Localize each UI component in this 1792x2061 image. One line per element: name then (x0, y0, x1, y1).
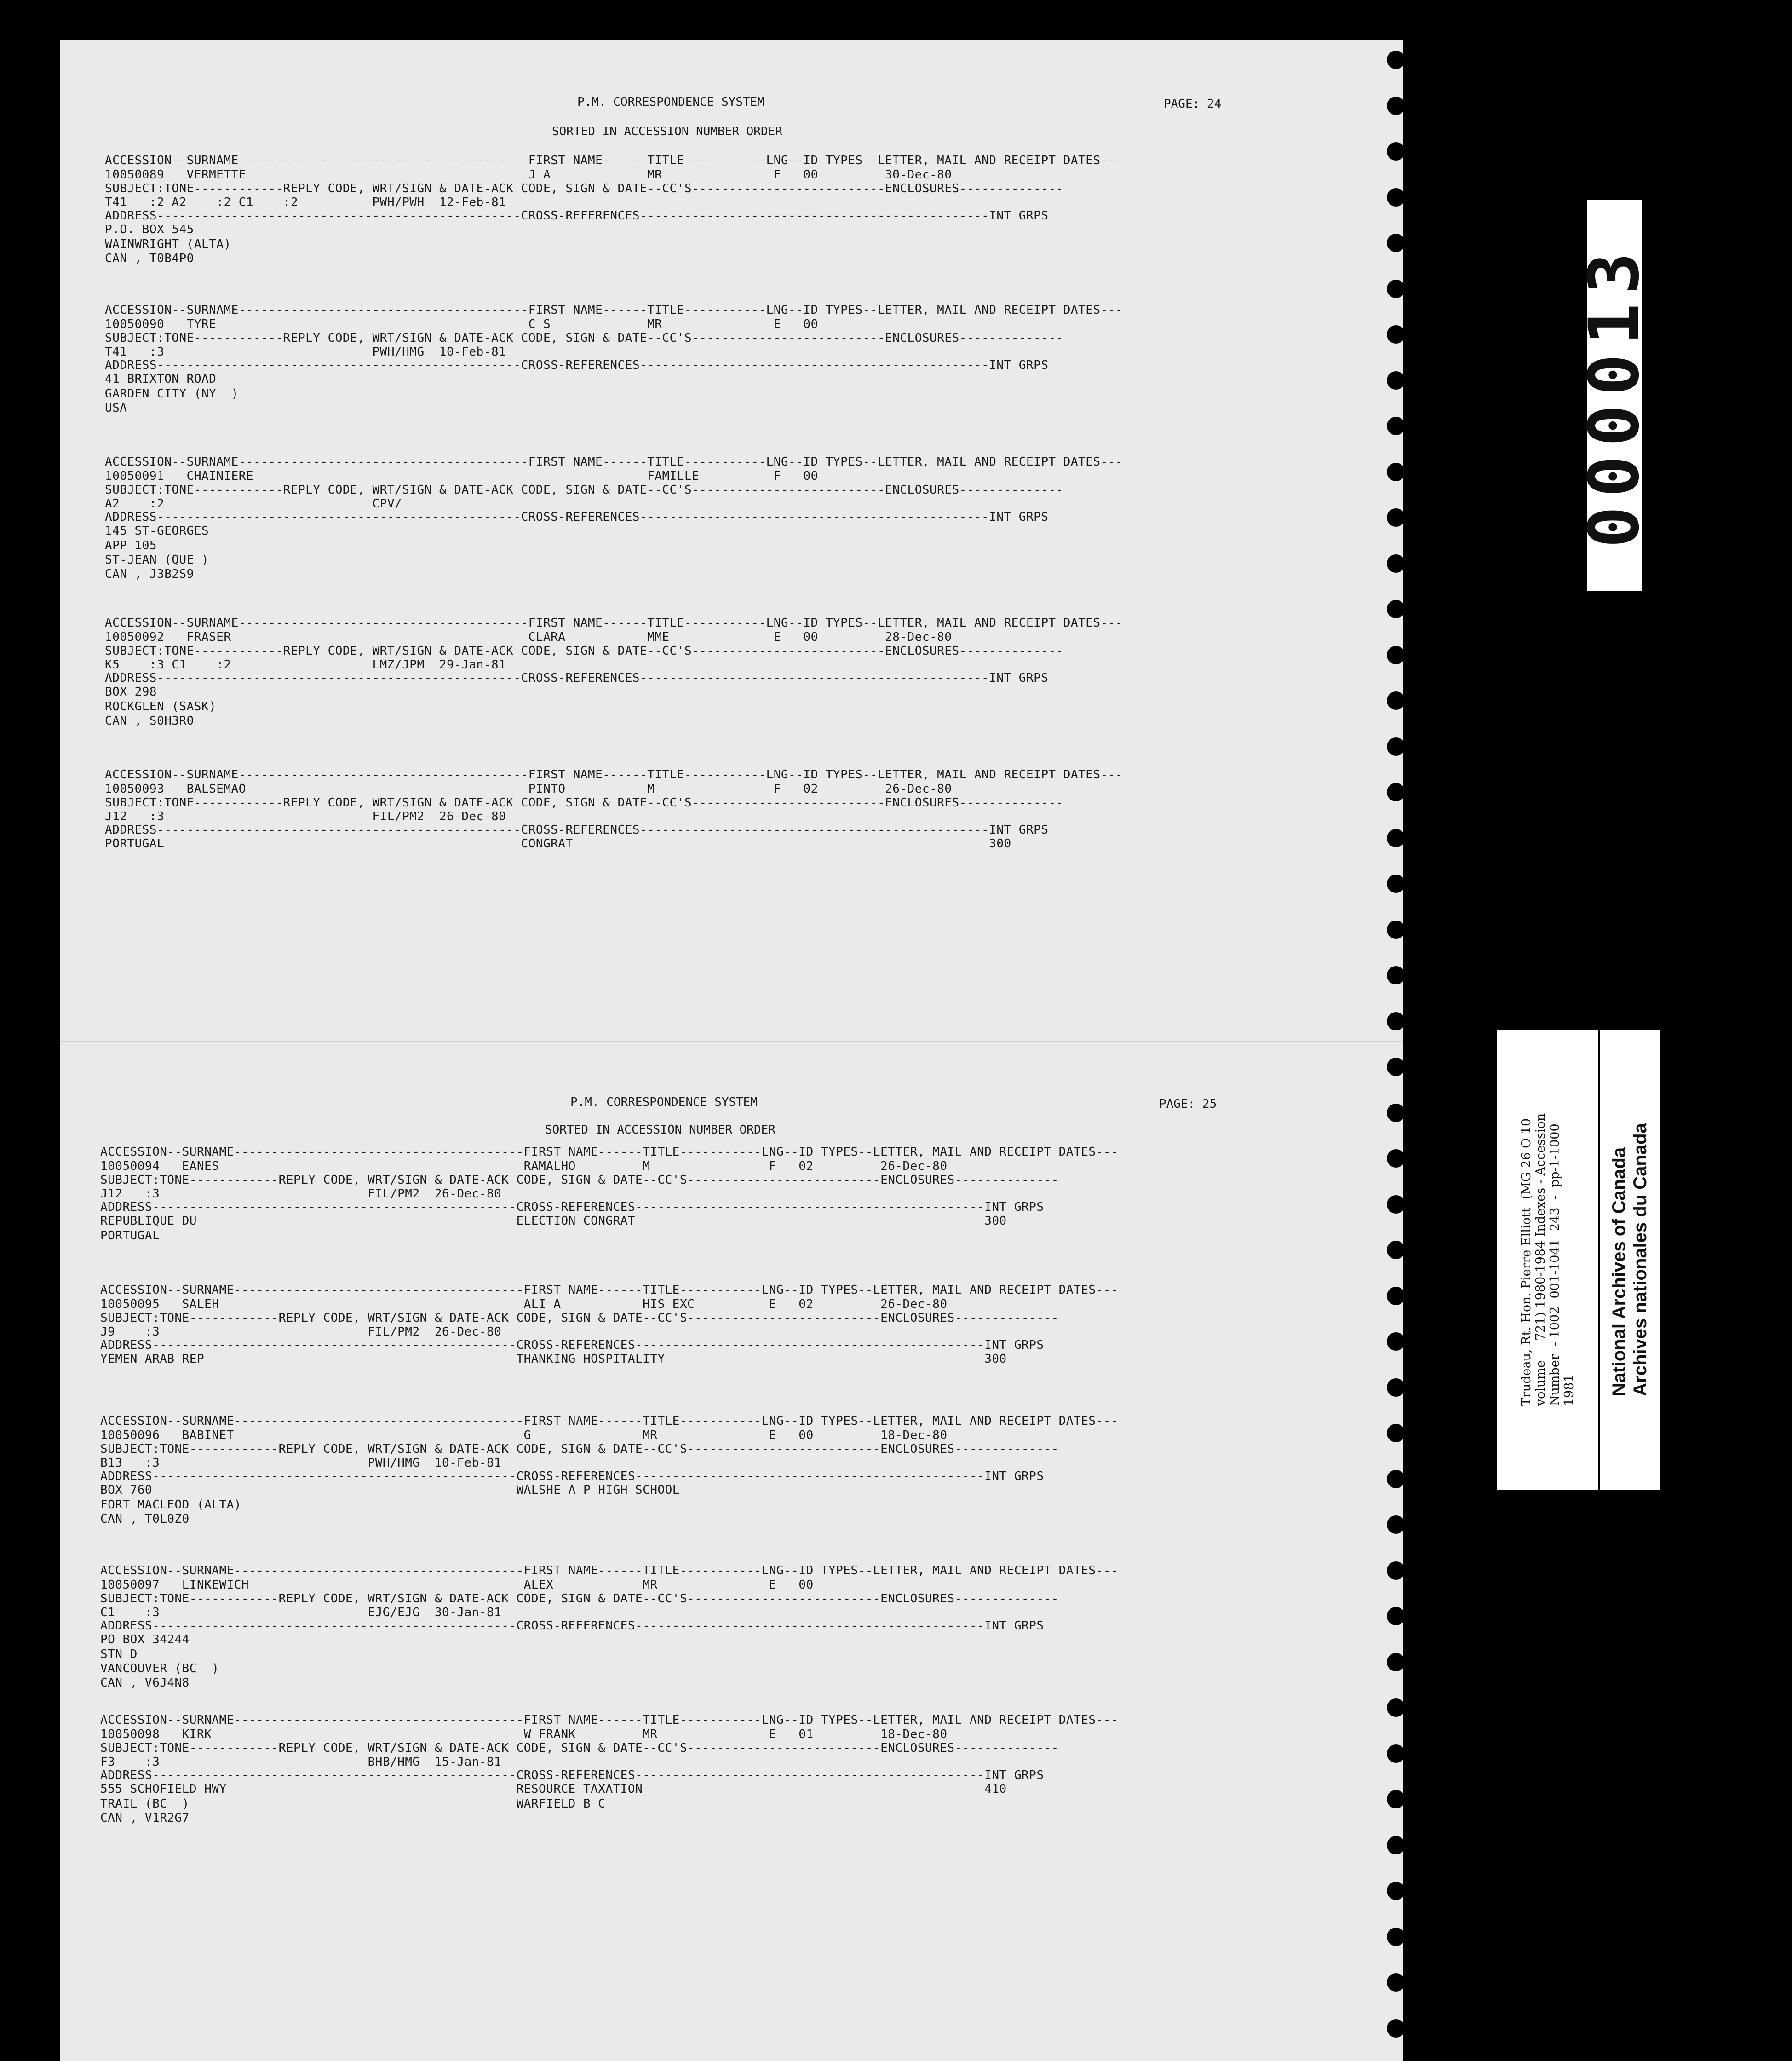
tractor-hole (16, 188, 34, 207)
tractor-hole (16, 1012, 34, 1030)
tractor-holes-left (16, 40, 44, 2061)
tractor-hole (1387, 463, 1405, 481)
record-header-subject: SUBJECT:TONE------------REPLY CODE, WRT/SIGN & DATE-ACK CODE, SIGN & DATE--CC'S--------------------------ENCLOSURES-------------- (105, 483, 1063, 497)
tractor-hole (1387, 737, 1405, 756)
tractor-hole (16, 1332, 34, 1351)
record-header-accession: ACCESSION--SURNAME---------------------------------------FIRST NAME------TITLE-----------LNG--ID TYPES--LETTER, MAIL AND RECEIPT DATES--- (105, 154, 1123, 167)
tractor-hole (16, 280, 34, 298)
tractor-hole (16, 1973, 34, 1992)
record-address-line: TRAIL (BC ) WARFIELD B C (100, 1796, 606, 1811)
record-address-line: CAN , V6J4N8 (100, 1676, 190, 1690)
record-values-accession: 10050095 SALEH ALI A HIS EXC E 02 26-Dec-80 (100, 1297, 948, 1312)
tractor-hole (16, 1104, 34, 1122)
tractor-hole (16, 325, 34, 344)
record-address-line: PORTUGAL CONGRAT 300 (105, 837, 1011, 851)
tractor-hole (1387, 966, 1405, 984)
tractor-hole (16, 1058, 34, 1076)
tractor-hole (16, 1607, 34, 1625)
record-address-line: PORTUGAL (100, 1228, 160, 1243)
tractor-hole (1387, 829, 1405, 847)
accession-stamp (1574, 200, 1654, 591)
archive-name-text: National Archives of Canada Archives nationales du Canada (1609, 1123, 1650, 1396)
record-values-accession: 10050094 EANES RAMALHO M F 02 26-Dec-80 (100, 1159, 948, 1174)
tractor-hole (16, 1698, 34, 1717)
record-values-accession: 10050091 CHAINIERE FAMILLE F 00 (105, 469, 818, 484)
record-address-line: P.O. BOX 545 (105, 223, 194, 237)
tractor-hole (16, 1882, 34, 1900)
tractor-hole (16, 646, 34, 664)
tractor-hole (1387, 1332, 1405, 1351)
tractor-hole (1387, 1104, 1405, 1122)
record-values-subject: C1 :3 EJG/EJG 30-Jan-81 (100, 1605, 502, 1619)
tractor-hole (1387, 600, 1405, 618)
record-values-subject: T41 :2 A2 :2 C1 :2 PWH/PWH 12-Feb-81 (105, 195, 506, 209)
tractor-hole (1387, 1470, 1405, 1488)
tractor-hole (1387, 1424, 1405, 1442)
record-header-subject: SUBJECT:TONE------------REPLY CODE, WRT/SIGN & DATE-ACK CODE, SIGN & DATE--CC'S--------------------------ENCLOSURES-------------- (100, 1173, 1059, 1187)
tractor-hole (1387, 1241, 1405, 1259)
tractor-hole (1387, 1149, 1405, 1168)
record-address-line: CAN , S0H3R0 (105, 714, 194, 728)
sort-title: SORTED IN ACCESSION NUMBER ORDER (552, 125, 782, 138)
record-values-subject: J12 :3 FIL/PM2 26-Dec-80 (105, 809, 506, 823)
tractor-hole (1387, 691, 1405, 710)
record-address-line: CAN , J3B2S9 (105, 567, 194, 581)
tractor-hole (16, 508, 34, 527)
tractor-hole (16, 554, 34, 573)
record-address-line: FORT MACLEOD (ALTA) (100, 1497, 241, 1512)
record-address-line: APP 105 (105, 538, 157, 553)
record-address-line: 555 SCHOFIELD HWY RESOURCE TAXATION 410 (100, 1782, 1007, 1796)
record-address-line: CAN , T0L0Z0 (100, 1512, 190, 1526)
tractor-hole (16, 234, 34, 252)
record-header-address: ADDRESS-------------------------------------------------CROSS-REFERENCES-----------------------------------------------INT GRPS (105, 209, 1049, 223)
record-header-subject: SUBJECT:TONE------------REPLY CODE, WRT/SIGN & DATE-ACK CODE, SIGN & DATE--CC'S--------------------------ENCLOSURES-------------- (105, 796, 1063, 810)
tractor-hole (1387, 1744, 1405, 1763)
sort-title: SORTED IN ACCESSION NUMBER ORDER (545, 1123, 775, 1137)
record-address-line: USA (105, 401, 127, 415)
record-header-subject: SUBJECT:TONE------------REPLY CODE, WRT/SIGN & DATE-ACK CODE, SIGN & DATE--CC'S--------------------------ENCLOSURES-------------- (100, 1592, 1059, 1606)
archive-name-label (1600, 1030, 1660, 1490)
record-header-address: ADDRESS-------------------------------------------------CROSS-REFERENCES-----------------------------------------------INT GRPS (100, 1619, 1044, 1633)
tractor-hole (16, 142, 34, 161)
record-header-accession: ACCESSION--SURNAME---------------------------------------FIRST NAME------TITLE-----------LNG--ID TYPES--LETTER, MAIL AND RECEIPT DATES--- (100, 1713, 1119, 1727)
tractor-hole (1387, 783, 1405, 801)
record-header-address: ADDRESS-------------------------------------------------CROSS-REFERENCES-----------------------------------------------INT GRPS (105, 358, 1049, 373)
tractor-hole (1387, 1287, 1405, 1305)
tractor-hole (1387, 51, 1405, 69)
record-values-subject: K5 :3 C1 :2 LMZ/JPM 29-Jan-81 (105, 657, 506, 672)
system-title: P.M. CORRESPONDENCE SYSTEM (570, 1095, 758, 1109)
tractor-hole (16, 1515, 34, 1534)
record-header-subject: SUBJECT:TONE------------REPLY CODE, WRT/SIGN & DATE-ACK CODE, SIGN & DATE--CC'S--------------------------ENCLOSURES-------------- (105, 331, 1063, 345)
record-address-line: BOX 298 (105, 685, 157, 699)
record-header-subject: SUBJECT:TONE------------REPLY CODE, WRT/SIGN & DATE-ACK CODE, SIGN & DATE--CC'S--------------------------ENCLOSURES-------------- (100, 1741, 1059, 1756)
record-header-accession: ACCESSION--SURNAME---------------------------------------FIRST NAME------TITLE-----------LNG--ID TYPES--LETTER, MAIL AND RECEIPT DATES--- (105, 455, 1123, 469)
record-address-line: CAN , T0B4P0 (105, 251, 194, 265)
record-header-address: ADDRESS-------------------------------------------------CROSS-REFERENCES-----------------------------------------------INT GRPS (105, 823, 1049, 837)
tractor-hole (16, 1424, 34, 1442)
record-header-accession: ACCESSION--SURNAME---------------------------------------FIRST NAME------TITLE-----------LNG--ID TYPES--LETTER, MAIL AND RECEIPT DATES--- (105, 768, 1123, 782)
record-values-subject: J12 :3 FIL/PM2 26-Dec-80 (100, 1186, 502, 1201)
tractor-hole (1387, 97, 1405, 115)
record-values-accession: 10050090 TYRE C S MR E 00 (105, 317, 818, 332)
record-header-subject: SUBJECT:TONE------------REPLY CODE, WRT/SIGN & DATE-ACK CODE, SIGN & DATE--CC'S--------------------------ENCLOSURES-------------- (100, 1442, 1059, 1457)
record-header-address: ADDRESS-------------------------------------------------CROSS-REFERENCES-----------------------------------------------INT GRPS (105, 671, 1049, 685)
tractor-hole (16, 1195, 34, 1214)
record-header-address: ADDRESS-------------------------------------------------CROSS-REFERENCES-----------------------------------------------INT GRPS (100, 1768, 1044, 1783)
tractor-hole (16, 1790, 34, 1808)
record-header-subject: SUBJECT:TONE------------REPLY CODE, WRT/SIGN & DATE-ACK CODE, SIGN & DATE--CC'S--------------------------ENCLOSURES-------------- (105, 182, 1063, 196)
tractor-hole (1387, 417, 1405, 435)
tractor-hole (16, 966, 34, 984)
tractor-hole (16, 691, 34, 710)
tractor-hole (16, 737, 34, 756)
tractor-hole (16, 1561, 34, 1580)
record-header-accession: ACCESSION--SURNAME---------------------------------------FIRST NAME------TITLE-----------LNG--ID TYPES--LETTER, MAIL AND RECEIPT DATES--- (100, 1283, 1119, 1297)
tractor-hole (1387, 1698, 1405, 1717)
record-address-line: VANCOUVER (BC ) (100, 1661, 219, 1675)
tractor-hole (1387, 875, 1405, 893)
tractor-hole (16, 600, 34, 618)
tractor-hole (1387, 188, 1405, 207)
record-header-address: ADDRESS-------------------------------------------------CROSS-REFERENCES-----------------------------------------------INT GRPS (100, 1200, 1044, 1215)
record-header-address: ADDRESS-------------------------------------------------CROSS-REFERENCES-----------------------------------------------INT GRPS (100, 1469, 1044, 1484)
tractor-hole (1387, 1195, 1405, 1214)
tractor-hole (16, 1241, 34, 1259)
tractor-hole (1387, 1790, 1405, 1808)
record-header-accession: ACCESSION--SURNAME---------------------------------------FIRST NAME------TITLE-----------LNG--ID TYPES--LETTER, MAIL AND RECEIPT DATES--- (105, 616, 1123, 630)
tractor-hole (1387, 2019, 1405, 2038)
tractor-hole (1387, 508, 1405, 527)
record-address-line: 145 ST-GEORGES (105, 524, 209, 538)
record-header-address: ADDRESS-------------------------------------------------CROSS-REFERENCES-----------------------------------------------INT GRPS (100, 1338, 1044, 1353)
record-values-accession: 10050093 BALSEMAO PINTO M F 02 26-Dec-80 (105, 782, 952, 796)
tractor-hole (16, 829, 34, 847)
tractor-hole (1387, 646, 1405, 664)
record-header-accession: ACCESSION--SURNAME---------------------------------------FIRST NAME------TITLE-----------LNG--ID TYPES--LETTER, MAIL AND RECEIPT DATES--- (100, 1145, 1119, 1159)
tractor-hole (1387, 1515, 1405, 1534)
tractor-hole (16, 1287, 34, 1305)
record-address-line: REPUBLIQUE DU ELECTION CONGRAT 300 (100, 1214, 1007, 1228)
record-address-line: ROCKGLEN (SASK) (105, 699, 217, 714)
record-values-accession: 10050092 FRASER CLARA MME E 00 28-Dec-80 (105, 630, 952, 645)
record-header-accession: ACCESSION--SURNAME---------------------------------------FIRST NAME------TITLE-----------LNG--ID TYPES--LETTER, MAIL AND RECEIPT DATES--- (105, 303, 1123, 317)
tractor-hole (16, 417, 34, 435)
page-perforation (60, 1041, 1403, 1042)
tractor-hole (16, 1836, 34, 1854)
tractor-hole (1387, 280, 1405, 298)
tractor-hole (1387, 325, 1405, 344)
tractor-hole (1387, 234, 1405, 252)
tractor-hole (1387, 1058, 1405, 1076)
record-header-accession: ACCESSION--SURNAME---------------------------------------FIRST NAME------TITLE-----------LNG--ID TYPES--LETTER, MAIL AND RECEIPT DATES--- (100, 1564, 1119, 1577)
record-values-accession: 10050096 BABINET G MR E 00 18-Dec-80 (100, 1428, 948, 1443)
tractor-hole (16, 2019, 34, 2038)
tractor-hole (16, 1653, 34, 1671)
archive-reference-label (1497, 1030, 1598, 1490)
tractor-hole (1387, 1882, 1405, 1900)
record-address-line: 41 BRIXTON ROAD (105, 372, 217, 386)
tractor-hole (1387, 1973, 1405, 1992)
record-values-subject: F3 :3 BHB/HMG 15-Jan-81 (100, 1755, 502, 1769)
record-header-accession: ACCESSION--SURNAME---------------------------------------FIRST NAME------TITLE-----------LNG--ID TYPES--LETTER, MAIL AND RECEIPT DATES--- (100, 1414, 1119, 1428)
record-values-accession: 10050098 KIRK W FRANK MR E 01 18-Dec-80 (100, 1727, 948, 1742)
stamp-number: 000013 (1574, 243, 1654, 548)
tractor-hole (1387, 1928, 1405, 1946)
tractor-hole (1387, 1836, 1405, 1854)
record-address-line: STN D (100, 1647, 138, 1661)
record-values-subject: T41 :3 PWH/HMG 10-Feb-81 (105, 345, 506, 359)
record-values-accession: 10050097 LINKEWICH ALEX MR E 00 (100, 1578, 814, 1592)
record-header-address: ADDRESS-------------------------------------------------CROSS-REFERENCES-----------------------------------------------INT GRPS (105, 510, 1049, 524)
tractor-hole (1387, 1561, 1405, 1580)
tractor-hole (16, 51, 34, 69)
tractor-hole (1387, 1607, 1405, 1625)
page-number: PAGE: 25 (1159, 1097, 1217, 1111)
system-title: P.M. CORRESPONDENCE SYSTEM (577, 95, 764, 109)
tractor-hole (16, 97, 34, 115)
tractor-hole (16, 783, 34, 801)
tractor-hole (16, 463, 34, 481)
tractor-hole (16, 1470, 34, 1488)
tractor-hole (16, 371, 34, 390)
record-values-subject: J9 :3 FIL/PM2 26-Dec-80 (100, 1324, 502, 1339)
tractor-hole (1387, 1012, 1405, 1030)
tractor-holes-right (1387, 40, 1414, 2061)
tractor-hole (16, 1149, 34, 1168)
page-number: PAGE: 24 (1164, 97, 1222, 111)
printout-paper (60, 40, 1403, 2061)
record-address-line: BOX 760 WALSHE A P HIGH SCHOOL (100, 1483, 680, 1497)
tractor-hole (1387, 142, 1405, 161)
archive-reference-text: Trudeau, Rt. Hon. Pierre Elliott (MG 26 O 10 volume 721) 1980-1984 Indexes - Accession Number - 1002 001-1041 243 - pp-1-1000 1981 (1519, 1113, 1576, 1406)
record-values-accession: 10050089 VERMETTE J A MR F 00 30-Dec-80 (105, 168, 952, 182)
tractor-hole (1387, 554, 1405, 573)
tractor-hole (1387, 1378, 1405, 1397)
record-values-subject: B13 :3 PWH/HMG 10-Feb-81 (100, 1456, 502, 1470)
record-address-line: GARDEN CITY (NY ) (105, 386, 239, 401)
tractor-hole (16, 1744, 34, 1763)
record-address-line: ST-JEAN (QUE ) (105, 553, 209, 567)
tractor-hole (16, 1928, 34, 1946)
tractor-hole (1387, 371, 1405, 390)
tractor-hole (16, 921, 34, 939)
record-address-line: YEMEN ARAB REP THANKING HOSPITALITY 300 (100, 1352, 1007, 1366)
record-header-subject: SUBJECT:TONE------------REPLY CODE, WRT/SIGN & DATE-ACK CODE, SIGN & DATE--CC'S--------------------------ENCLOSURES-------------- (100, 1311, 1059, 1325)
record-address-line: CAN , V1R2G7 (100, 1811, 190, 1825)
tractor-hole (16, 1378, 34, 1397)
record-values-subject: A2 :2 CPV/ (105, 496, 402, 511)
tractor-hole (1387, 921, 1405, 939)
record-address-line: PO BOX 34244 (100, 1633, 190, 1647)
record-header-subject: SUBJECT:TONE------------REPLY CODE, WRT/SIGN & DATE-ACK CODE, SIGN & DATE--CC'S--------------------------ENCLOSURES-------------- (105, 644, 1063, 658)
record-address-line: WAINWRIGHT (ALTA) (105, 237, 231, 251)
tractor-hole (1387, 1653, 1405, 1671)
tractor-hole (16, 875, 34, 893)
